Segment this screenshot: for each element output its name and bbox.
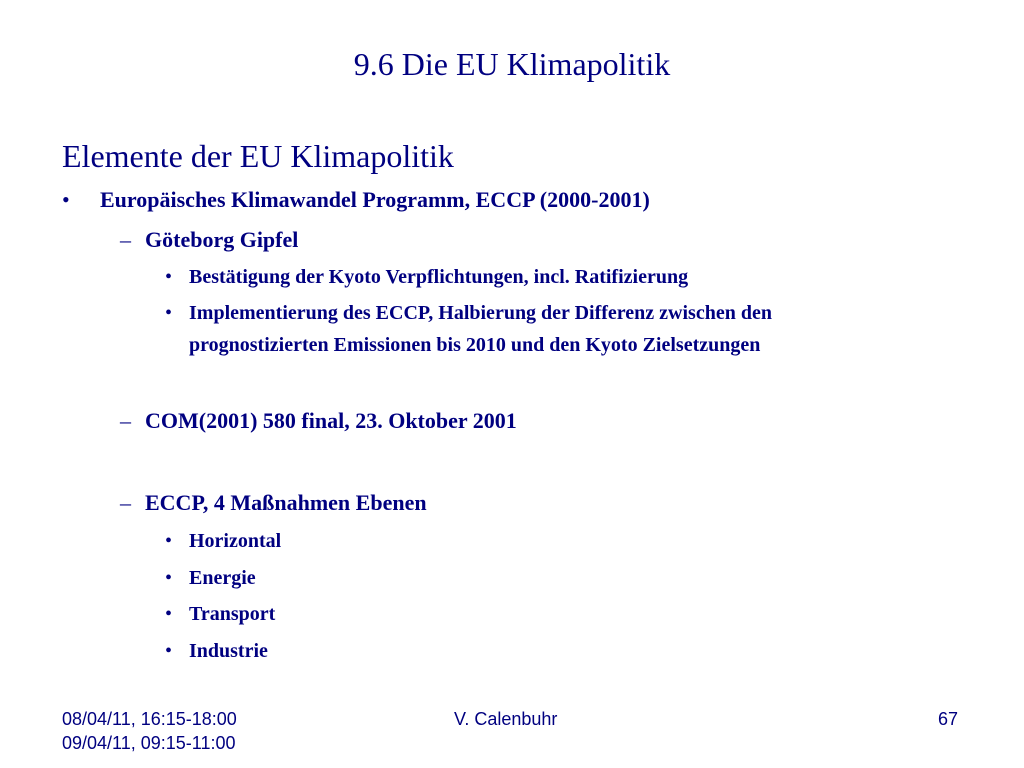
bullet-marker: • [165, 567, 173, 589]
item-horizontal: Horizontal [189, 530, 282, 552]
dash-marker: – [120, 408, 131, 433]
bullet-marker: • [165, 640, 173, 662]
slide-title: 9.6 Die EU Klimapolitik [353, 46, 671, 82]
item-transport: Transport [189, 603, 276, 625]
footer-date-line2: 09/04/11, 09:15-11:00 [62, 733, 236, 753]
footer-date-line1: 08/04/11, 16:15-18:00 [62, 709, 237, 729]
footer-page-number: 67 [938, 709, 959, 729]
footer-author: V. Calenbuhr [454, 709, 558, 729]
sub-bullet-goteborg: Göteborg Gipfel [145, 227, 299, 252]
bullet-marker: • [165, 266, 173, 288]
item-energie: Energie [189, 567, 256, 589]
item-industrie: Industrie [189, 640, 268, 662]
item-kyoto-confirmation: Bestätigung der Kyoto Verpflichtungen, incl. Ratifizierung [189, 266, 689, 288]
sub-bullet-com: COM(2001) 580 final, 23. Oktober 2001 [145, 408, 517, 433]
bullet-eccp: Europäisches Klimawandel Programm, ECCP (2000-2001) [100, 187, 650, 212]
dash-marker: – [120, 227, 131, 252]
bullet-marker: • [165, 302, 173, 324]
bullet-marker: • [62, 187, 70, 212]
dash-marker: – [120, 490, 131, 515]
bullet-marker: • [165, 603, 173, 625]
item-implementation-line1: Implementierung des ECCP, Halbierung der Differenz zwischen den [189, 302, 772, 324]
bullet-marker: • [165, 530, 173, 552]
item-implementation-line2: prognostizierten Emissionen bis 2010 und den Kyoto Zielsetzungen [189, 334, 761, 356]
slide-subtitle: Elemente der EU Klimapolitik [62, 138, 454, 174]
sub-bullet-eccp-levels: ECCP, 4 Maßnahmen Ebenen [145, 490, 427, 515]
